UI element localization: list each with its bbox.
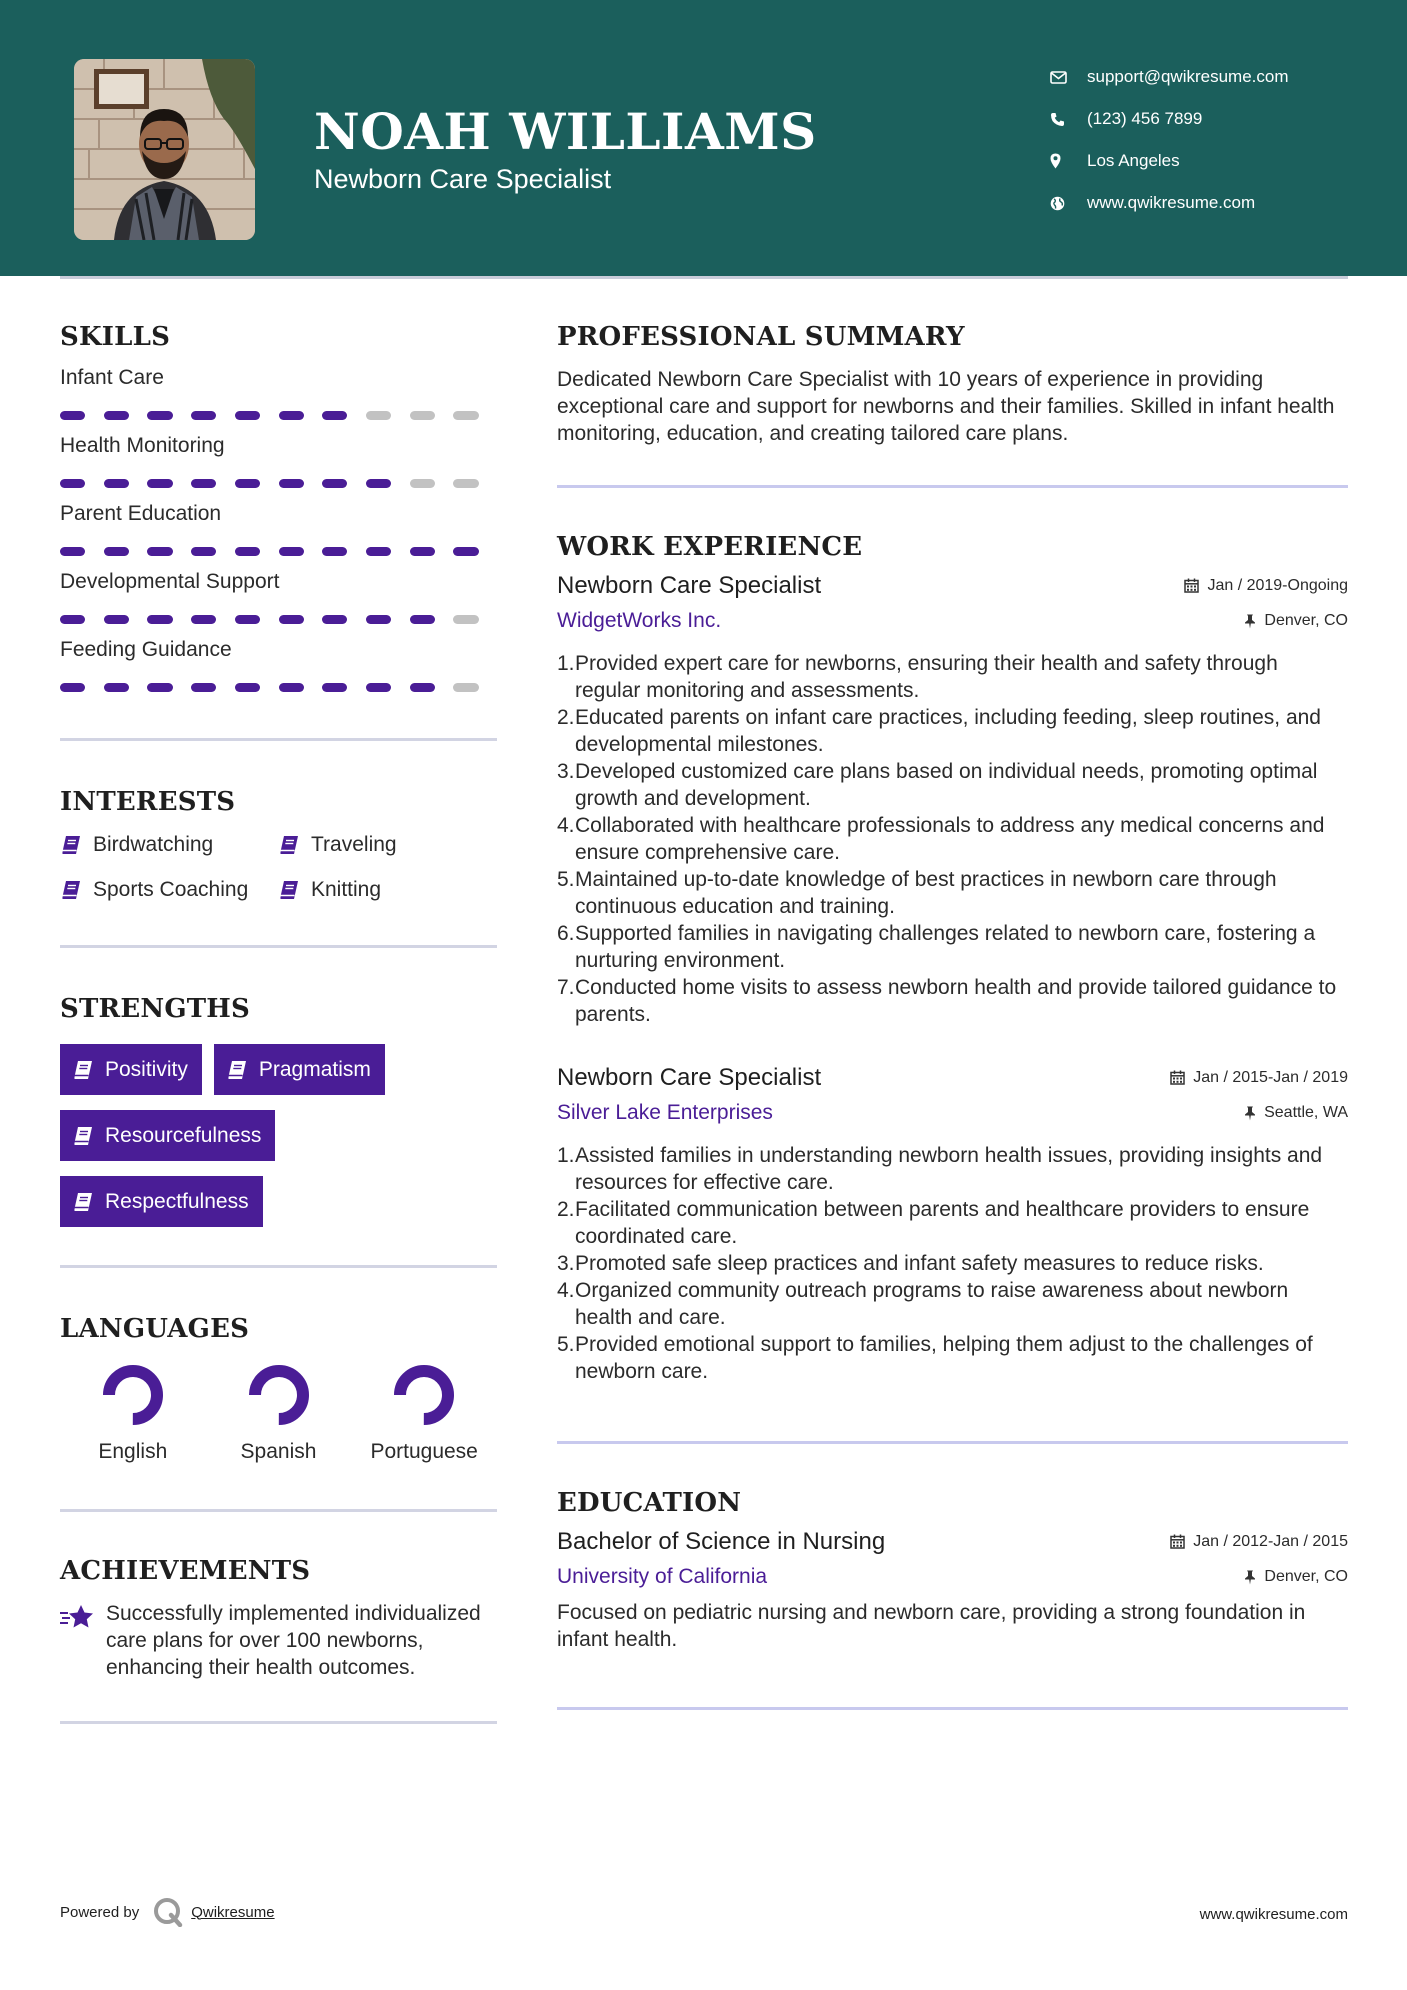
rating-dot-filled bbox=[453, 547, 478, 556]
interests-divider bbox=[60, 945, 497, 948]
book-icon bbox=[72, 1060, 93, 1080]
rating-dot-filled bbox=[104, 683, 129, 692]
language-level-gauge bbox=[393, 1364, 455, 1426]
languages-list bbox=[60, 1364, 497, 1465]
rating-dot-filled bbox=[60, 683, 85, 692]
language-name: English bbox=[98, 1440, 168, 1463]
book-icon bbox=[226, 1060, 247, 1080]
envelope-icon bbox=[1050, 71, 1087, 84]
contact-website-text: www.qwikresume.com bbox=[1087, 193, 1256, 212]
bullet-number: 2. bbox=[557, 1198, 575, 1221]
bullet-number: 7. bbox=[557, 976, 575, 999]
strength-label: Positivity bbox=[105, 1057, 188, 1081]
rating-dot-filled bbox=[191, 615, 216, 624]
job-title: Newborn Care Specialist bbox=[557, 572, 822, 599]
interests-section bbox=[60, 787, 497, 903]
rating-dot-filled bbox=[279, 683, 304, 692]
job-dates bbox=[1184, 577, 1348, 595]
job-bullet bbox=[557, 1277, 1348, 1331]
rating-dot-filled bbox=[235, 683, 260, 692]
job-location-text: Seattle, WA bbox=[1264, 1104, 1348, 1121]
job-bullet bbox=[557, 1196, 1348, 1250]
skill-name: Parent Education bbox=[60, 502, 222, 525]
school-name: University of California bbox=[557, 1565, 768, 1588]
job-bullet bbox=[557, 704, 1348, 758]
rating-dot-filled bbox=[60, 547, 85, 556]
rating-dot-filled bbox=[279, 411, 304, 420]
job-bullet bbox=[557, 866, 1348, 920]
job-location-text: Denver, CO bbox=[1264, 612, 1348, 629]
rating-dot-filled bbox=[191, 411, 216, 420]
achievements-divider bbox=[60, 1721, 497, 1724]
interest-label: Sports Coaching bbox=[93, 877, 249, 901]
rating-dot-filled bbox=[279, 615, 304, 624]
summary-section bbox=[557, 322, 1348, 447]
rating-dot-filled bbox=[104, 615, 129, 624]
interests-list bbox=[60, 831, 497, 903]
skill-item bbox=[60, 569, 497, 624]
strengths-title: STRENGTHS bbox=[60, 994, 251, 1024]
rating-dot-filled bbox=[322, 683, 347, 692]
job-bullet bbox=[557, 974, 1348, 1028]
location-pin-icon bbox=[1050, 153, 1087, 169]
skills-title: SKILLS bbox=[60, 322, 171, 352]
qwikresume-link[interactable]: Qwikresume bbox=[191, 1903, 275, 1921]
interest-label: Knitting bbox=[311, 877, 382, 901]
strength-label: Pragmatism bbox=[258, 1057, 371, 1081]
contact-list bbox=[1050, 56, 1289, 224]
achievements-section bbox=[60, 1556, 497, 1681]
book-icon bbox=[278, 880, 299, 900]
education-location bbox=[1244, 1568, 1348, 1586]
rating-dot-filled bbox=[60, 615, 85, 624]
degree-title: Bachelor of Science in Nursing bbox=[557, 1528, 886, 1555]
achievement-text: Successfully implemented individualized care plans for over 100 newborns, enhancing their health outcomes. bbox=[106, 1602, 481, 1679]
job-title: Newborn Care Specialist bbox=[557, 1064, 822, 1091]
skills-section bbox=[60, 322, 497, 692]
candidate-name: NOAH WILLIAMS bbox=[314, 102, 817, 161]
job-subhead bbox=[557, 609, 1348, 633]
rating-dot-filled bbox=[147, 411, 172, 420]
skill-rating bbox=[60, 683, 497, 692]
language-level-arc bbox=[255, 1371, 303, 1419]
calendar-icon bbox=[1170, 1534, 1185, 1549]
skill-name: Feeding Guidance bbox=[60, 638, 232, 661]
footer-url[interactable]: www.qwikresume.com bbox=[1199, 1906, 1348, 1923]
rating-dot-filled bbox=[191, 479, 216, 488]
rating-dot-empty bbox=[453, 411, 478, 420]
rating-dot-filled bbox=[147, 547, 172, 556]
rating-dot-filled bbox=[410, 547, 435, 556]
bullet-text: Promoted safe sleep practices and infant safety measures to reduce risks. bbox=[575, 1252, 1264, 1275]
job-bullet bbox=[557, 1331, 1348, 1385]
strength-label: Resourcefulness bbox=[105, 1123, 262, 1147]
contact-location-text: Los Angeles bbox=[1087, 151, 1180, 170]
skill-item bbox=[60, 433, 497, 488]
skill-item bbox=[60, 501, 497, 556]
language-name: Portuguese bbox=[370, 1440, 478, 1463]
language-name: Spanish bbox=[240, 1440, 317, 1463]
interest-label: Birdwatching bbox=[93, 832, 214, 856]
rating-dot-filled bbox=[366, 479, 391, 488]
company-name: WidgetWorks Inc. bbox=[557, 609, 722, 632]
skill-name: Infant Care bbox=[60, 366, 164, 389]
powered-by-label: Powered by bbox=[60, 1903, 140, 1921]
bullet-number: 2. bbox=[557, 706, 575, 729]
rating-dot-filled bbox=[322, 615, 347, 624]
header-divider bbox=[60, 276, 1348, 279]
job-dates bbox=[1170, 1069, 1348, 1087]
bullet-number: 6. bbox=[557, 922, 575, 945]
bullet-text: Supported families in navigating challenges related to newborn care, fostering a nurturing environment. bbox=[575, 922, 1316, 972]
rating-dot-empty bbox=[410, 479, 435, 488]
rating-dot-filled bbox=[410, 615, 435, 624]
job-bullet bbox=[557, 1250, 1348, 1277]
bullet-number: 5. bbox=[557, 868, 575, 891]
education-dates bbox=[1170, 1533, 1348, 1551]
interest-label: Traveling bbox=[311, 832, 397, 856]
language-level-arc bbox=[400, 1371, 448, 1419]
interest-item bbox=[278, 876, 478, 903]
job-bullet bbox=[557, 650, 1348, 704]
experience-divider bbox=[557, 1441, 1348, 1444]
rating-dot-filled bbox=[235, 479, 260, 488]
rating-dot-filled bbox=[279, 479, 304, 488]
education-subhead bbox=[557, 1565, 1348, 1589]
right-column bbox=[557, 320, 1348, 1710]
book-icon bbox=[278, 835, 299, 855]
language-item bbox=[351, 1364, 497, 1465]
rating-dot-filled bbox=[322, 479, 347, 488]
interest-item bbox=[60, 831, 278, 858]
profile-photo bbox=[74, 59, 255, 240]
rating-dot-empty bbox=[410, 411, 435, 420]
bullet-text: Maintained up-to-date knowledge of best practices in newborn care through continuous education and training. bbox=[575, 868, 1277, 918]
strength-badge bbox=[214, 1044, 385, 1095]
language-item bbox=[206, 1364, 352, 1465]
bullet-text: Provided expert care for newborns, ensuring their health and safety through regular monitoring and assessments. bbox=[575, 652, 1278, 702]
company-name: Silver Lake Enterprises bbox=[557, 1101, 773, 1124]
summary-divider bbox=[557, 485, 1348, 488]
strengths-section bbox=[60, 994, 497, 1242]
pushpin-icon bbox=[1244, 614, 1256, 629]
experience-title: WORK EXPERIENCE bbox=[557, 532, 863, 562]
education-section bbox=[557, 1488, 1348, 1653]
rating-dot-filled bbox=[60, 411, 85, 420]
bullet-text: Collaborated with healthcare professionals to address any medical concerns and ensure comprehensive care. bbox=[575, 814, 1325, 864]
qwikresume-logo-icon bbox=[153, 1897, 183, 1927]
job-location bbox=[1244, 1104, 1348, 1122]
bullet-number: 3. bbox=[557, 1252, 575, 1275]
bullet-number: 1. bbox=[557, 652, 575, 675]
pushpin-icon bbox=[1244, 1106, 1256, 1121]
education-title: EDUCATION bbox=[557, 1488, 742, 1518]
bullet-text: Assisted families in understanding newborn health issues, providing insights and resources for effective care. bbox=[575, 1144, 1323, 1194]
left-column bbox=[60, 320, 497, 1724]
skill-name: Health Monitoring bbox=[60, 434, 225, 457]
job-dates-text: Jan / 2019-Ongoing bbox=[1207, 576, 1348, 594]
skill-item bbox=[60, 365, 497, 420]
experience-section bbox=[557, 532, 1348, 1385]
strength-badge bbox=[60, 1176, 263, 1227]
job-bullet bbox=[557, 1142, 1348, 1196]
rating-dot-filled bbox=[147, 615, 172, 624]
skills-divider bbox=[60, 738, 497, 741]
bullet-text: Developed customized care plans based on individual needs, promoting optimal growth and development. bbox=[575, 760, 1318, 810]
calendar-icon bbox=[1184, 578, 1199, 593]
calendar-icon bbox=[1170, 1070, 1185, 1085]
rating-dot-filled bbox=[104, 547, 129, 556]
rating-dot-filled bbox=[104, 479, 129, 488]
job-bullet bbox=[557, 920, 1348, 974]
bullet-text: Conducted home visits to assess newborn health and provide tailored guidance to parents. bbox=[575, 976, 1337, 1026]
skill-rating bbox=[60, 479, 497, 488]
education-location-text: Denver, CO bbox=[1264, 1568, 1348, 1585]
language-level-gauge bbox=[102, 1364, 164, 1426]
job-head bbox=[557, 1064, 1348, 1092]
bullet-number: 1. bbox=[557, 1144, 575, 1167]
contact-email[interactable] bbox=[1050, 56, 1289, 98]
bullet-number: 5. bbox=[557, 1333, 575, 1356]
rating-dot-filled bbox=[235, 615, 260, 624]
globe-icon bbox=[1050, 196, 1087, 211]
education-dates-text: Jan / 2012-Jan / 2015 bbox=[1193, 1532, 1348, 1550]
languages-title: LANGUAGES bbox=[60, 1314, 250, 1344]
rating-dot-filled bbox=[147, 683, 172, 692]
summary-title: PROFESSIONAL SUMMARY bbox=[557, 322, 965, 352]
rating-dot-empty bbox=[453, 479, 478, 488]
rating-dot-filled bbox=[366, 683, 391, 692]
rating-dot-filled bbox=[60, 479, 85, 488]
rating-dot-filled bbox=[191, 547, 216, 556]
contact-website[interactable] bbox=[1050, 182, 1289, 224]
contact-email-text: support@qwikresume.com bbox=[1087, 67, 1289, 86]
summary-text: Dedicated Newborn Care Specialist with 10 years of experience in providing exceptional care and support for newborns and their families. Skilled in infant health monitoring, education, and creating tailored care plans. bbox=[557, 368, 1335, 445]
rating-dot-filled bbox=[279, 547, 304, 556]
bullet-text: Facilitated communication between parents and healthcare providers to ensure coordinated care. bbox=[575, 1198, 1310, 1248]
rating-dot-filled bbox=[410, 683, 435, 692]
rating-dot-empty bbox=[366, 411, 391, 420]
contact-phone-text: (123) 456 7899 bbox=[1087, 109, 1203, 128]
language-level-gauge bbox=[248, 1364, 310, 1426]
candidate-role: Newborn Care Specialist bbox=[314, 164, 612, 194]
achievements-title: ACHIEVEMENTS bbox=[60, 1556, 311, 1586]
resume-header bbox=[0, 0, 1407, 276]
phone-icon bbox=[1050, 112, 1087, 127]
skill-rating bbox=[60, 411, 497, 420]
skill-rating bbox=[60, 615, 497, 624]
rating-dot-filled bbox=[366, 547, 391, 556]
education-divider bbox=[557, 1707, 1348, 1710]
strength-label: Respectfulness bbox=[105, 1189, 249, 1213]
job-entry bbox=[557, 572, 1348, 1028]
interest-item bbox=[60, 876, 278, 903]
star-icon bbox=[60, 1604, 96, 1630]
rating-dot-filled bbox=[104, 411, 129, 420]
job-bullet bbox=[557, 758, 1348, 812]
languages-divider bbox=[60, 1509, 497, 1512]
skill-item bbox=[60, 637, 497, 692]
interest-item bbox=[278, 831, 478, 858]
bullet-text: Educated parents on infant care practices, including feeding, sleep routines, and developmental milestones. bbox=[575, 706, 1321, 756]
rating-dot-filled bbox=[366, 615, 391, 624]
rating-dot-filled bbox=[191, 683, 216, 692]
skill-rating bbox=[60, 547, 497, 556]
achievement-item bbox=[60, 1600, 497, 1681]
bullet-number: 4. bbox=[557, 1279, 575, 1302]
bullet-number: 3. bbox=[557, 760, 575, 783]
job-bullets bbox=[557, 650, 1348, 1028]
book-icon bbox=[72, 1192, 93, 1212]
strength-badge bbox=[60, 1110, 275, 1161]
job-bullets bbox=[557, 1142, 1348, 1385]
language-item bbox=[60, 1364, 206, 1465]
rating-dot-filled bbox=[322, 547, 347, 556]
rating-dot-filled bbox=[147, 479, 172, 488]
rating-dot-filled bbox=[322, 411, 347, 420]
job-bullet bbox=[557, 812, 1348, 866]
languages-section bbox=[60, 1314, 497, 1465]
contact-location bbox=[1050, 140, 1289, 182]
bullet-text: Organized community outreach programs to raise awareness about newborn health and care. bbox=[575, 1279, 1289, 1329]
education-description: Focused on pediatric nursing and newborn care, providing a strong foundation in infant health. bbox=[557, 1601, 1306, 1651]
job-subhead bbox=[557, 1101, 1348, 1125]
language-level-arc bbox=[109, 1371, 157, 1419]
contact-phone[interactable] bbox=[1050, 98, 1289, 140]
education-head bbox=[557, 1528, 1348, 1556]
strengths-divider bbox=[60, 1265, 497, 1268]
book-icon bbox=[72, 1126, 93, 1146]
footer-powered-by bbox=[60, 1897, 275, 1927]
book-icon bbox=[60, 835, 81, 855]
job-location bbox=[1244, 612, 1348, 630]
rating-dot-empty bbox=[453, 615, 478, 624]
book-icon bbox=[60, 880, 81, 900]
strengths-list bbox=[60, 1044, 497, 1242]
rating-dot-filled bbox=[235, 547, 260, 556]
skills-list bbox=[60, 365, 497, 692]
job-head bbox=[557, 572, 1348, 600]
bullet-text: Provided emotional support to families, helping them adjust to the challenges of newborn care. bbox=[575, 1333, 1313, 1383]
pushpin-icon bbox=[1244, 1570, 1256, 1585]
rating-dot-filled bbox=[235, 411, 260, 420]
job-list bbox=[557, 572, 1348, 1385]
interests-title: INTERESTS bbox=[60, 787, 236, 817]
bullet-number: 4. bbox=[557, 814, 575, 837]
strength-badge bbox=[60, 1044, 202, 1095]
skill-name: Developmental Support bbox=[60, 570, 280, 593]
job-dates-text: Jan / 2015-Jan / 2019 bbox=[1193, 1068, 1348, 1086]
rating-dot-empty bbox=[453, 683, 478, 692]
job-entry bbox=[557, 1064, 1348, 1385]
